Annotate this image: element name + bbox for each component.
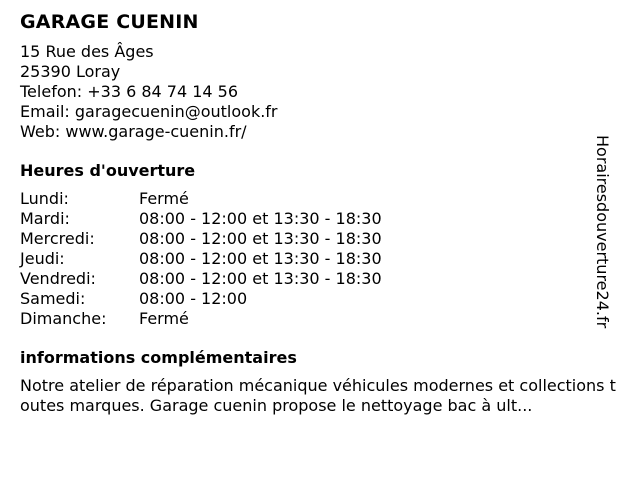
hours-row-jeudi <box>20 249 620 269</box>
additional-info-text: Notre atelier de réparation mécanique véhicules modernes et collections toutes marques. Garage cuenin propose le nettoyage bac à ult... <box>20 376 616 415</box>
phone-number: Telefon: +33 6 84 74 14 56 <box>20 82 239 101</box>
day-hours: 08:00 - 12:00 et 13:30 - 18:30 <box>139 269 382 288</box>
day-label: Samedi: <box>20 289 86 308</box>
website-url: Web: www.garage-cuenin.fr/ <box>20 122 247 141</box>
business-card <box>20 9 620 416</box>
day-label: Dimanche: <box>20 309 107 328</box>
day-label: Vendredi: <box>20 269 96 288</box>
day-hours: 08:00 - 12:00 et 13:30 - 18:30 <box>139 209 382 228</box>
additional-info-heading: informations complémentaires <box>20 348 297 367</box>
hours-row-lundi <box>20 189 620 209</box>
hours-row-mardi <box>20 209 620 229</box>
source-watermark: Horairesdouverture24.fr <box>593 135 612 329</box>
day-label: Jeudi: <box>20 249 65 268</box>
business-name: GARAGE CUENIN <box>20 11 199 33</box>
day-hours: 08:00 - 12:00 et 13:30 - 18:30 <box>139 229 382 248</box>
hours-row-samedi <box>20 289 620 309</box>
hours-row-mercredi <box>20 229 620 249</box>
day-label: Mardi: <box>20 209 70 228</box>
day-hours: Fermé <box>139 309 189 328</box>
day-hours: 08:00 - 12:00 <box>139 289 248 308</box>
day-hours: 08:00 - 12:00 et 13:30 - 18:30 <box>139 249 382 268</box>
opening-hours-table <box>20 189 620 329</box>
email-address: Email: garagecuenin@outlook.fr <box>20 102 278 121</box>
day-hours: Fermé <box>139 189 189 208</box>
day-label: Mercredi: <box>20 229 95 248</box>
hours-row-vendredi <box>20 269 620 289</box>
address-street: 15 Rue des Âges <box>20 42 154 61</box>
address-city: 25390 Loray <box>20 62 121 81</box>
day-label: Lundi: <box>20 189 69 208</box>
opening-hours-heading: Heures d'ouverture <box>20 161 196 180</box>
hours-row-dimanche <box>20 309 620 329</box>
